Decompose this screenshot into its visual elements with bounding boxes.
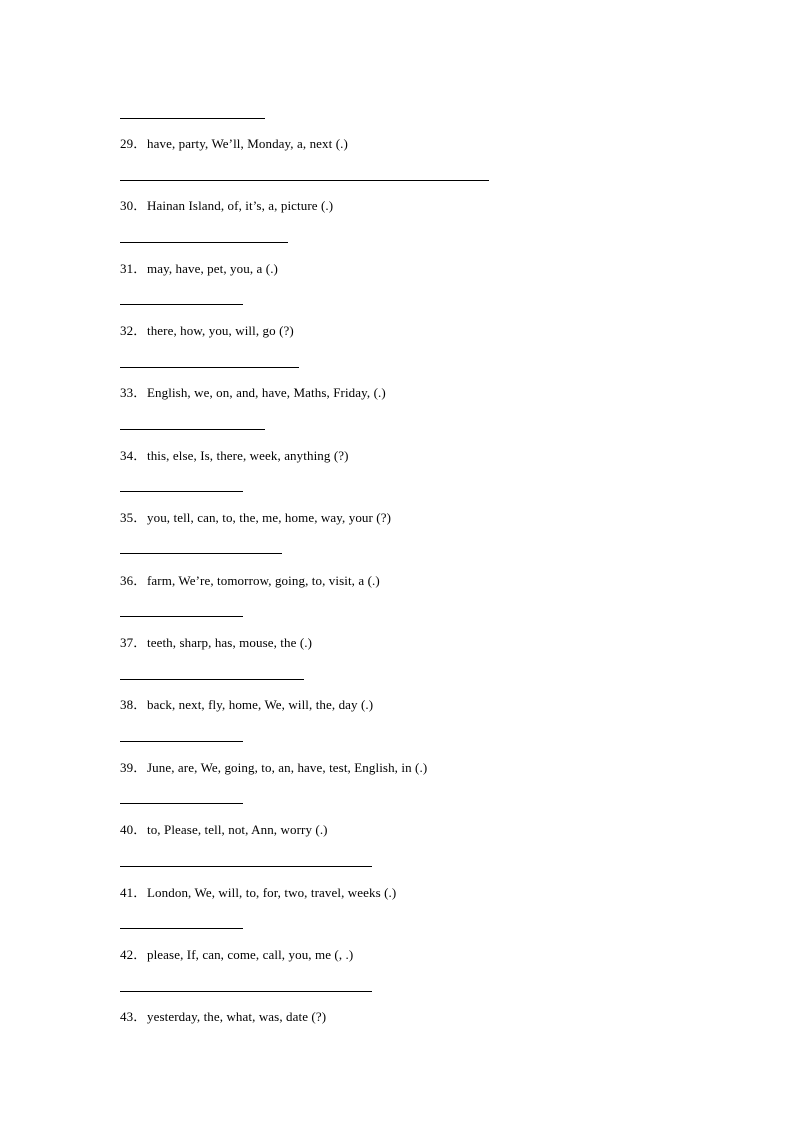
question-36	[120, 573, 380, 589]
question-number: 42．	[120, 947, 147, 962]
question-39	[120, 760, 427, 776]
question-30	[120, 198, 333, 214]
question-42	[120, 947, 353, 963]
answer-line	[120, 928, 243, 929]
question-29	[120, 136, 348, 152]
question-38	[120, 697, 373, 713]
answer-line	[120, 741, 243, 742]
answer-line	[120, 553, 282, 554]
question-text: farm, We’re, tomorrow, going, to, visit, a (.)	[147, 573, 380, 588]
question-text: yesterday, the, what, was, date (?)	[147, 1009, 327, 1024]
question-43	[120, 1009, 326, 1025]
question-number: 36．	[120, 573, 147, 588]
question-37	[120, 635, 312, 651]
answer-line	[120, 866, 372, 867]
question-text: have, party, We’ll, Monday, a, next (.)	[147, 136, 348, 151]
question-41	[120, 885, 396, 901]
question-text: there, how, you, will, go (?)	[147, 323, 294, 338]
question-text: June, are, We, going, to, an, have, test, English, in (.)	[147, 760, 428, 775]
question-number: 34．	[120, 448, 147, 463]
answer-line	[120, 803, 243, 804]
answer-line	[120, 991, 372, 992]
question-number: 41．	[120, 885, 147, 900]
question-number: 37．	[120, 635, 147, 650]
answer-line	[120, 367, 299, 368]
question-text: Hainan Island, of, it’s, a, picture (.)	[147, 198, 334, 213]
answer-line	[120, 616, 243, 617]
question-number: 38．	[120, 697, 147, 712]
answer-line	[120, 180, 489, 181]
question-text: may, have, pet, you, a (.)	[147, 261, 278, 276]
question-text: back, next, fly, home, We, will, the, day (.)	[147, 697, 374, 712]
question-text: please, If, can, come, call, you, me (, .)	[147, 947, 354, 962]
question-text: English, we, on, and, have, Maths, Friday, (.)	[147, 385, 386, 400]
question-text: you, tell, can, to, the, me, home, way, your (?)	[147, 510, 392, 525]
answer-line	[120, 429, 265, 430]
question-35	[120, 510, 391, 526]
question-text: teeth, sharp, has, mouse, the (.)	[147, 635, 313, 650]
question-32	[120, 323, 294, 339]
question-number: 30．	[120, 198, 147, 213]
answer-line	[120, 118, 265, 119]
question-text: this, else, Is, there, week, anything (?)	[147, 448, 349, 463]
question-number: 29．	[120, 136, 147, 151]
question-number: 31．	[120, 261, 147, 276]
answer-line	[120, 242, 288, 243]
question-number: 33．	[120, 385, 147, 400]
question-number: 43．	[120, 1009, 147, 1024]
question-text: London, We, will, to, for, two, travel, weeks (.)	[147, 885, 397, 900]
answer-line	[120, 304, 243, 305]
answer-line	[120, 679, 304, 680]
question-34	[120, 448, 349, 464]
question-number: 40．	[120, 822, 147, 837]
question-33	[120, 385, 386, 401]
question-40	[120, 822, 328, 838]
question-number: 35．	[120, 510, 147, 525]
question-number: 39．	[120, 760, 147, 775]
question-text: to, Please, tell, not, Ann, worry (.)	[147, 822, 328, 837]
answer-line	[120, 491, 243, 492]
question-31	[120, 261, 278, 277]
question-number: 32．	[120, 323, 147, 338]
